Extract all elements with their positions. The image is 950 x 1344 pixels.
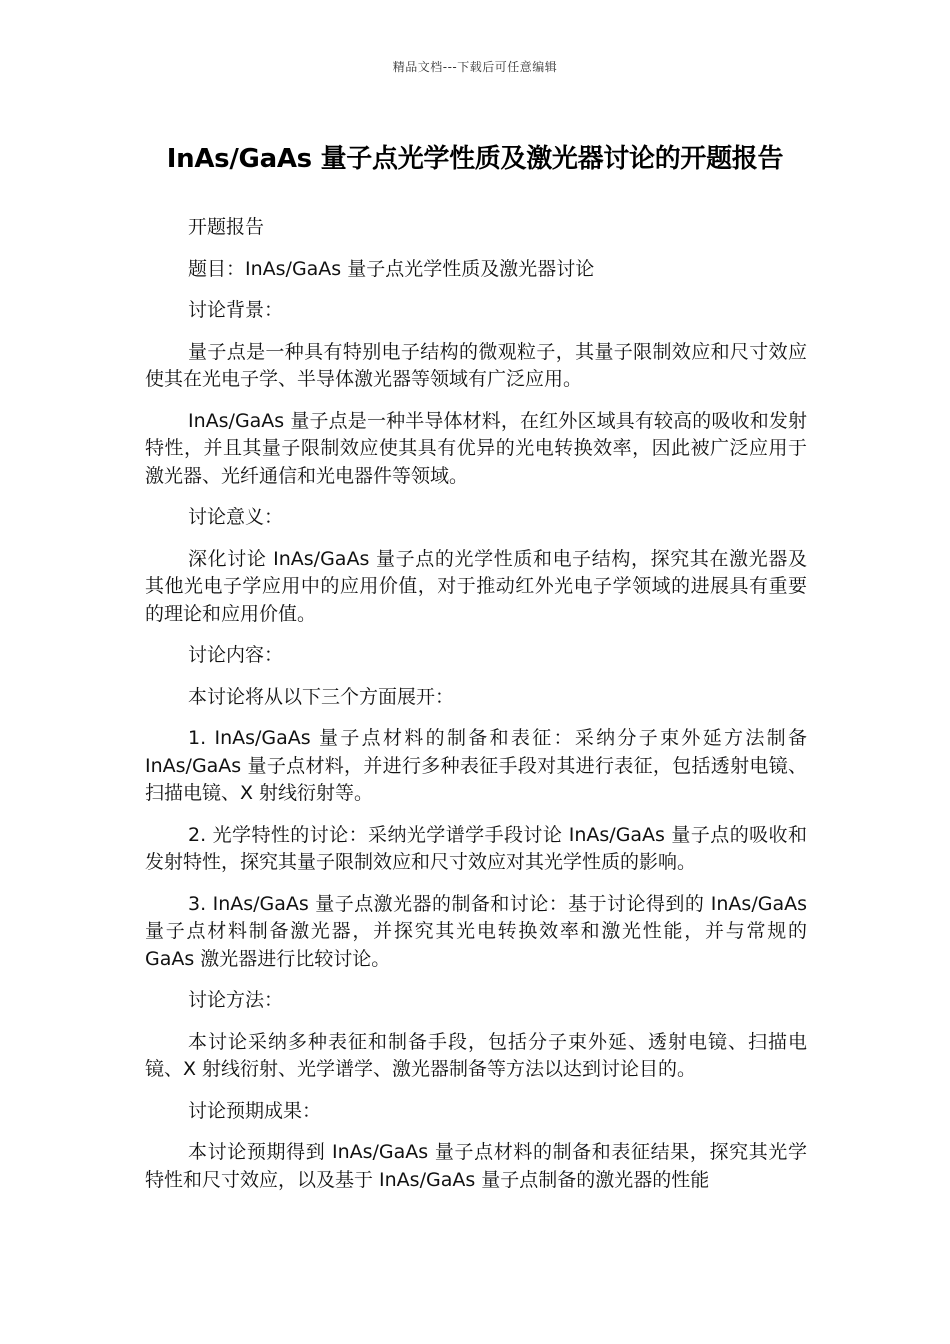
paragraph-expected-results: 本讨论预期得到 InAs/GaAs 量子点材料的制备和表征结果，探究其光学特性和尺寸效应，以及基于 InAs/GaAs 量子点制备的激光器的性能	[145, 1141, 807, 1191]
paragraph-background-2: InAs/GaAs 量子点是一种半导体材料，在红外区域具有较高的吸收和发射特性，并且其量子限制效应使其具有优异的光电转换效率，因此被广泛应用于激光器、光纤通信和光电器件等领域。	[145, 409, 807, 487]
paragraph-content-item-2: 2. 光学特性的讨论：采纳光学谱学手段讨论 InAs/GaAs 量子点的吸收和发射特性，探究其量子限制效应和尺寸效应对其光学性质的影响。	[145, 823, 807, 873]
paragraph-content-item-1: 1. InAs/GaAs 量子点材料的制备和表征：采纳分子束外延方法制备 InAs/GaAs 量子点材料，并进行多种表征手段对其进行表征，包括透射电镜、扫描电镜、X 射线衍射等。	[145, 727, 807, 804]
paragraph-content-item-3: 3. InAs/GaAs 量子点激光器的制备和讨论：基于讨论得到的 InAs/GaAs 量子点材料制备激光器，并探究其光电转换效率和激光性能，并与常规的 GaAs 激光器进行比较讨论。	[145, 892, 807, 970]
paragraph-topic: 题目：InAs/GaAs 量子点光学性质及激光器讨论	[188, 257, 595, 280]
paragraph-significance: 深化讨论 InAs/GaAs 量子点的光学性质和电子结构，探究其在激光器及其他光电子学应用中的应用价值，对于推动红外光电子学领域的进展具有重要的理论和应用价值。	[145, 547, 807, 625]
paragraph-content-intro: 本讨论将从以下三个方面展开：	[188, 685, 455, 708]
document-body	[145, 214, 807, 1208]
paragraph-report-label: 开题报告	[188, 216, 265, 238]
paragraph-background-1: 量子点是一种具有特别电子结构的微观粒子，其量子限制效应和尺寸效应使其在光电子学、半导体激光器等领域有广泛应用。	[145, 340, 807, 390]
page-header: 精品文档---下载后可任意编辑	[392, 60, 558, 74]
heading-background: 讨论背景：	[188, 299, 284, 321]
heading-methods: 讨论方法：	[188, 989, 284, 1011]
paragraph-methods: 本讨论采纳多种表征和制备手段，包括分子束外延、透射电镜、扫描电镜、X 射线衍射、光学谱学、激光器制备等方法以达到讨论目的。	[145, 1030, 807, 1080]
heading-significance: 讨论意义：	[188, 506, 284, 528]
heading-content: 讨论内容：	[188, 644, 284, 666]
heading-expected-results: 讨论预期成果：	[188, 1099, 322, 1122]
document-title: InAs/GaAs 量子点光学性质及激光器讨论的开题报告	[166, 144, 784, 174]
